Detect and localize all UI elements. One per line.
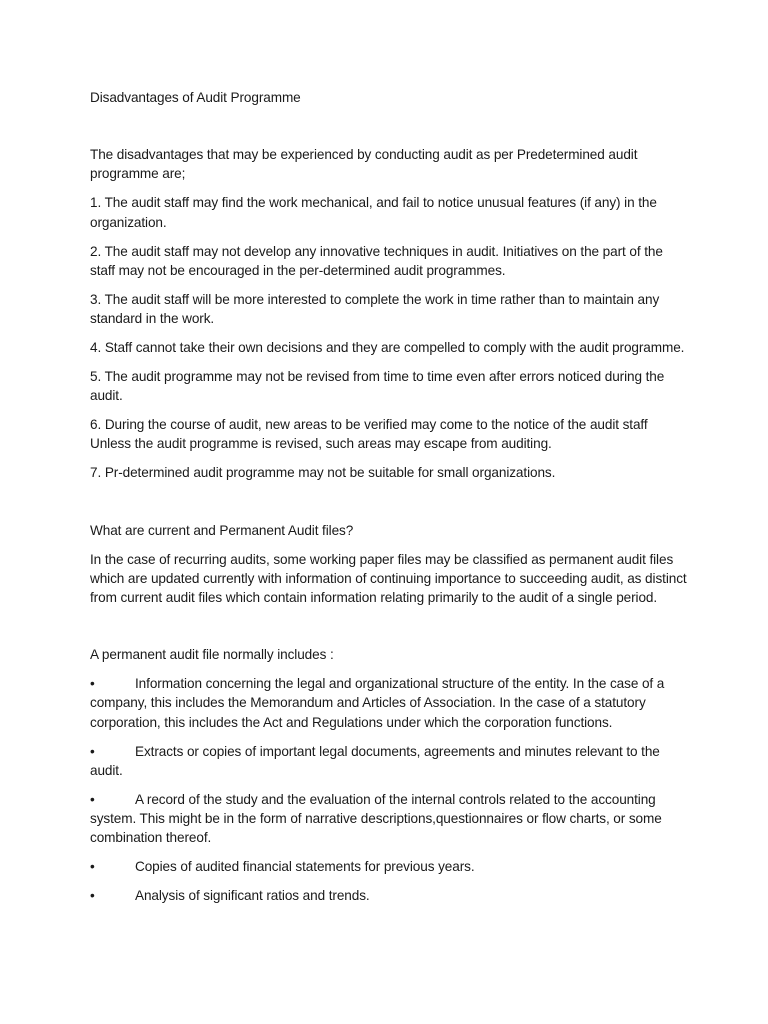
disadvantage-item-5: 5. The audit programme may not be revised from time to time even after errors noticed during the audit. — [90, 369, 665, 404]
permanent-file-item-text: Analysis of significant ratios and trends. — [135, 888, 370, 904]
permanent-file-intro: A permanent audit file normally includes : — [90, 647, 334, 663]
bullet-icon: • — [90, 676, 95, 692]
permanent-file-item-text: Extracts or copies of important legal documents, agreements and minutes relevant to the audit. — [90, 743, 660, 778]
bullet-icon: • — [90, 888, 95, 904]
bullet-icon: • — [90, 859, 95, 875]
permanent-file-item-4 — [90, 857, 688, 876]
disadvantage-item-2: 2. The audit staff may not develop any innovative techniques in audit. Initiatives on the part of the staff may not be encouraged in the per-determined audit programmes. — [90, 243, 663, 278]
disadvantage-item-7: 7. Pr-determined audit programme may not be suitable for small organizations. — [90, 465, 556, 481]
document-title: Disadvantages of Audit Programme — [90, 90, 301, 105]
disadvantage-item-3: 3. The audit staff will be more interested to complete the work in time rather than to maintain any standard in the work. — [90, 291, 660, 327]
disadvantage-item-6: 6. During the course of audit, new areas to be verified may come to the notice of the audit staff Unless the audit programme is revised, such areas may escape from auditing. — [90, 417, 648, 452]
bullet-icon: • — [90, 791, 95, 807]
permanent-file-item-text: Copies of audited financial statements for previous years. — [135, 859, 475, 875]
intro-paragraph: The disadvantages that may be experienced by conducting audit as per Predetermined audit programme are; — [90, 147, 638, 182]
permanent-file-item-text: Information concerning the legal and organizational structure of the entity. In the case of a company, this includes the Memorandum and Articles of Association. In the case of a statutory corporation, this includes the Act and Regulations under which the corporation functions. — [90, 676, 665, 730]
bullet-icon: • — [90, 743, 95, 759]
disadvantage-item-4: 4. Staff cannot take their own decisions and they are compelled to comply with the audit programme. — [90, 340, 685, 356]
document-page — [90, 88, 688, 915]
permanent-file-item-1 — [90, 674, 688, 732]
answer-paragraph: In the case of recurring audits, some working paper files may be classified as permanent audit files which are updated currently with information of continuing importance to succeeding audit, as distinct from current audit files which contain information relating primarily to the audit of a single period. — [90, 551, 687, 606]
disadvantage-item-1: 1. The audit staff may find the work mechanical, and fail to notice unusual features (if any) in the organization. — [90, 195, 657, 230]
permanent-file-item-2 — [90, 742, 688, 780]
permanent-file-item-3 — [90, 790, 688, 848]
permanent-file-item-5 — [90, 886, 688, 905]
permanent-file-item-text: A record of the study and the evaluation of the internal controls related to the accounting system. This might be in the form of narrative descriptions,questionnaires or flow charts, or some combination thereof. — [90, 791, 662, 846]
section-question-heading: What are current and Permanent Audit files? — [90, 522, 354, 538]
